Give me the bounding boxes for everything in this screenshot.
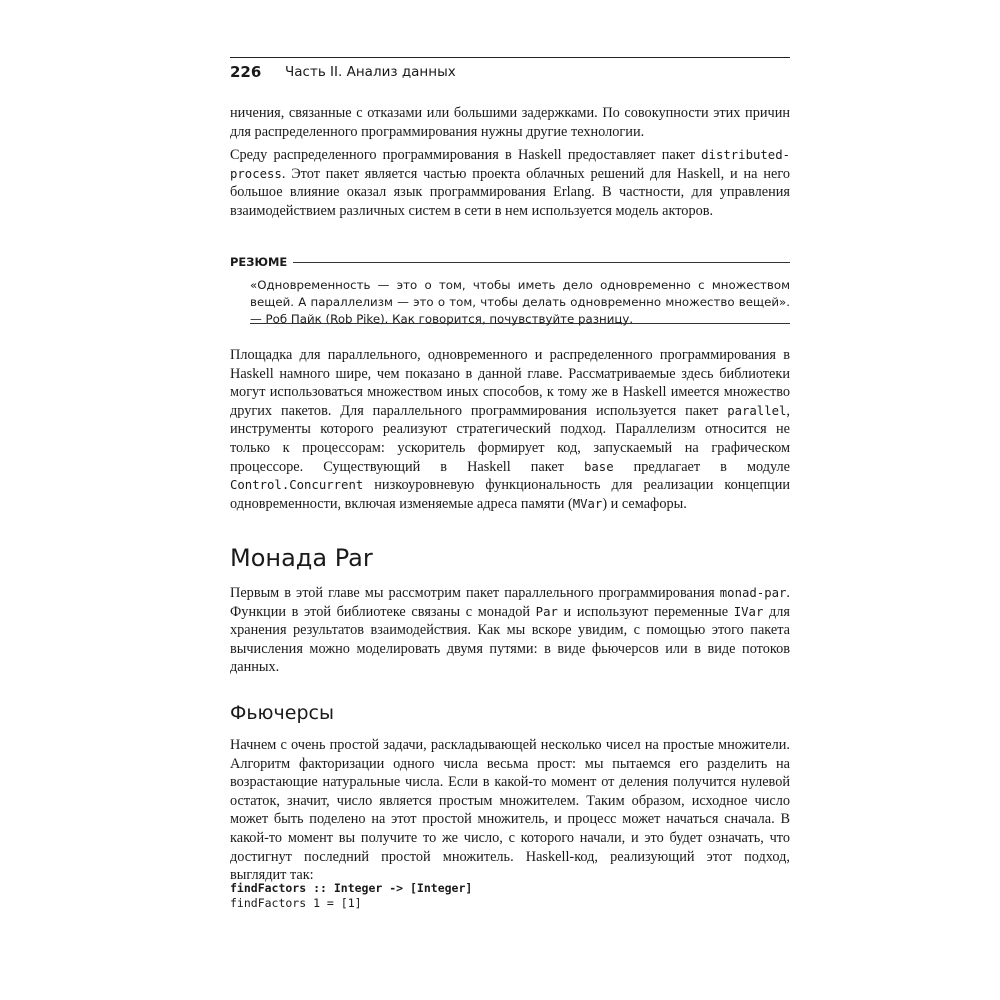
code-line: findFactors :: Integer -> [Integer] bbox=[230, 881, 473, 895]
summary-box bbox=[230, 255, 790, 328]
inline-code: monad-par bbox=[719, 586, 787, 600]
code-line: findFactors 1 = [1] bbox=[230, 896, 362, 910]
inline-code: Par bbox=[535, 604, 558, 619]
running-title: Часть II. Анализ данных bbox=[285, 64, 456, 80]
paragraph-continued: ничения, связанные с отказами или большими задержками. По совокупности этих причин для распределенного программирования нужны другие технологии. bbox=[230, 105, 790, 140]
page-header bbox=[230, 57, 790, 81]
paragraph-monad-par bbox=[230, 584, 790, 677]
paragraph-factorization: Начнем с очень простой задачи, раскладывающей несколько чисел на простые множители. Алгоритм факторизации одного числа весьма прост: мы пытаемся его разделить на возрастающие натуральные числа. Если в какой-то момент от деления получится нулевой остаток, значит, число является простым множителем. Таким образом, исходное число может быть поделено на этот простой множитель, и процесс может начаться сначала. В какой-то момент вы получите то же число, с которого начали, и это будет означать, что достигнут последний простой множитель. Haskell-код, реализующий этот подход, выглядит так: bbox=[230, 737, 790, 884]
summary-top-rule bbox=[230, 262, 790, 263]
text-run: предлагает в модуле bbox=[613, 458, 791, 475]
page-number: 226 bbox=[230, 63, 262, 81]
text-run: и используют переменные bbox=[557, 603, 734, 620]
section-heading-par: Монада Par bbox=[230, 544, 373, 572]
text-run: Среду распределенного программирования в Haskell предоставляет пакет bbox=[230, 147, 702, 163]
text-run: . Этот пакет является частью проекта облачных решений для Haskell, и на него большое влияние оказал язык программирования Erlang. В частности, для управления взаимодействием различных систем в сети в нем используется модель акторов. bbox=[230, 165, 790, 219]
inline-code: Control.Concurrent bbox=[230, 478, 364, 493]
text-run: Площадка для параллельного, одновременного и распределенного программирования в Haskell намного шире, чем показано в данной главе. Рассматриваемые здесь библиотеки могут использоваться множеством иных способов, к тому же в Haskell имеется множество других пакетов. Для параллельного программирования используется пакет bbox=[230, 347, 790, 419]
text-run: ) и семафоры. bbox=[602, 495, 687, 512]
inline-code: MVar bbox=[572, 496, 603, 511]
text-run: для хранения результатов взаимодействия. Как мы вскоре увидим, с помощью этого пакета вычисления можно моделировать двумя путями: в виде фьючерсов или в виде потоков данных. bbox=[230, 603, 790, 676]
text-run: низкоуровневую функциональность для реализации концепции одновременности, включая изменяемые адреса памяти ( bbox=[230, 477, 790, 512]
code-block bbox=[230, 881, 472, 911]
paragraph-platform bbox=[230, 346, 790, 513]
text-run: Первым в этой главе мы рассмотрим пакет параллельного программирования bbox=[230, 585, 720, 601]
paragraph-distributed bbox=[230, 146, 790, 220]
inline-code: base bbox=[583, 459, 614, 474]
inline-code: parallel bbox=[727, 403, 787, 418]
text-run: , инструменты которого реализуют стратегический подход. Параллелизм относится не только к процессорам: ускоритель формирует код, запускаемый на графическом процессоре. Существующий в Haskell пакет bbox=[230, 402, 790, 475]
summary-bottom-rule bbox=[250, 323, 790, 324]
text-run: . Функции в этой библиотеке связаны с монадой bbox=[230, 585, 790, 620]
subsection-heading-futures: Фьючерсы bbox=[230, 702, 334, 724]
inline-code: distributed-process bbox=[230, 148, 790, 181]
summary-title: РЕЗЮМЕ bbox=[230, 255, 293, 269]
inline-code: IVar bbox=[733, 604, 764, 619]
summary-text: «Одновременность — это о том, чтобы иметь дело одновременно с множеством вещей. А параллелизм — это о том, чтобы делать одновременно множество вещей». — Роб Пайк (Rob Pike). Как говорится, почувствуйте разницу. bbox=[250, 278, 790, 326]
